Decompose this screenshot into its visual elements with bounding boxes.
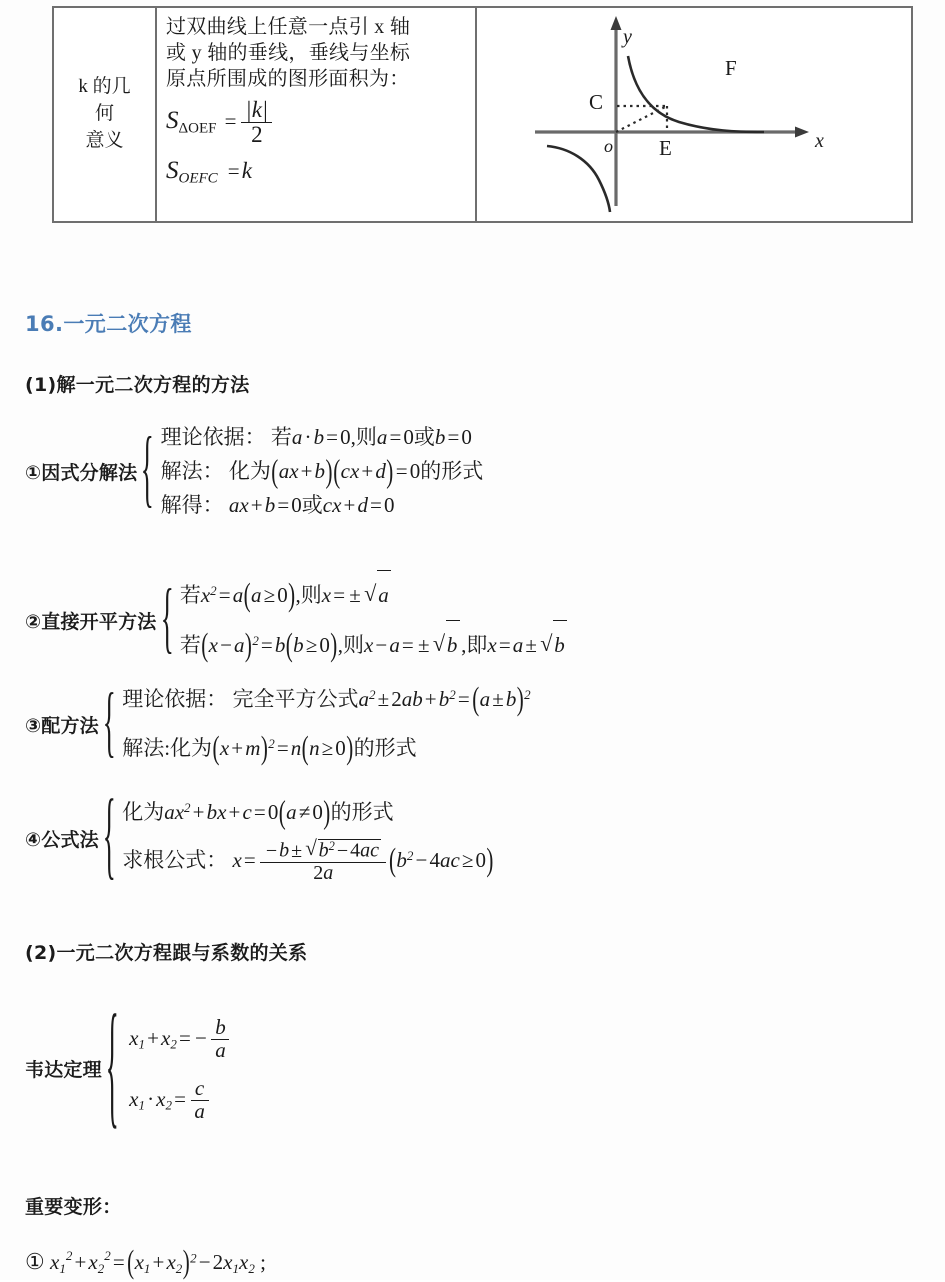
method-quadratic-formula — [25, 783, 494, 891]
formula2-symbol: S — [166, 156, 179, 184]
quadratic-formula-numerator: − b ± √ $b^2 - 4ac$ — [260, 839, 386, 862]
row-label-line-3: 意义 — [85, 129, 124, 151]
brace-icon: { — [141, 422, 155, 517]
vieta-theorem-block — [25, 990, 232, 1143]
method-completing-square — [25, 675, 531, 774]
brace-icon: { — [105, 990, 119, 1143]
k-geometric-meaning-table — [52, 6, 913, 223]
method-factorization-line-2: 解法： 化为(ax+b)(cx+d) =0的形式 — [160, 452, 484, 490]
formula2-rhs: k — [241, 157, 252, 183]
method-quadratic-formula-line-1: 化为$ax^2+bx+c=0(a\ne 0)$的形式 — [122, 793, 394, 831]
table-cell-row-label — [54, 8, 157, 221]
method-factorization-label: ①因式分解法 — [25, 461, 138, 484]
inverse-proportion-hyperbola-graph — [477, 8, 911, 221]
brace-icon: { — [160, 575, 174, 663]
formula1-denominator: 2 — [251, 121, 263, 147]
point-label-f: F — [725, 56, 737, 80]
x-axis-label: x — [815, 130, 824, 152]
point-label-e: E — [659, 136, 672, 160]
y-axis-arrowhead — [611, 16, 622, 30]
description-line-3: 原点所围成的图形面积为： — [166, 68, 410, 90]
brace-icon: { — [102, 679, 116, 767]
vieta-theorem-label: 韦达定理 — [25, 1059, 102, 1082]
important-transforms-heading: 重要变形： — [25, 1196, 122, 1218]
transform-item-1: ① $x_1^2+x_2^2= (x_1+x_2)^2-2x_1x_2$ ; — [25, 1243, 266, 1281]
method-factorization-line-3: 解得： ax+b=0或cx+d=0 — [160, 493, 395, 518]
row-label-line-2: 何 — [94, 103, 114, 125]
circled-1-icon: ① — [25, 1249, 45, 1275]
quadratic-formula-denominator: 2a — [313, 861, 334, 884]
method-quadratic-formula-line-2: 求根公式： x= $\frac{- b \pm √ b^2 - 4ac}{2a}$ $(b^2-4ac\ge 0)$ — [122, 834, 494, 887]
method-square-root-line-2: 若$(x-a)^2=b(b\ge 0)$,则x−a= ± √ b ,即x=a± √ b — [180, 620, 569, 670]
hyperbola-branch-first-quadrant — [628, 56, 764, 132]
formula1-equals: = — [224, 109, 237, 134]
origin-label: o — [604, 136, 613, 156]
method-completing-square-line-1: 理论依据： 完全平方公式$a^2\pm 2ab+b^2= (a\pm b)^2$ — [122, 680, 531, 718]
method-completing-square-line-2: 解法:化为$(x+m)^2=n(n\ge 0)$的形式 — [122, 729, 417, 767]
subsection-2-heading: (2)一元二次方程跟与系数的关系 — [25, 942, 308, 964]
vieta-sum-equation: $x_1+x_2=$ − $\frac{b}{a}$ — [129, 1008, 232, 1069]
description-line-2: 或 y 轴的垂线，垂线与坐标 — [166, 42, 411, 64]
brace-icon: { — [102, 783, 116, 891]
description-line-1: 过双曲线上任意一点引 x 轴 — [166, 16, 411, 38]
row-label-line-1: k 的几 — [78, 76, 131, 98]
formula2-equals: = — [227, 158, 240, 183]
method-square-root-label: ②直接开平方法 — [25, 610, 157, 633]
hyperbola-branch-third-quadrant — [547, 146, 610, 212]
method-quadratic-formula-label: ④公式法 — [25, 828, 99, 851]
y-axis-label: y — [623, 26, 632, 48]
method-completing-square-label: ③配方法 — [25, 714, 99, 737]
section-heading-16: 16.一元二次方程 — [25, 312, 192, 336]
x-axis-arrowhead — [795, 127, 809, 138]
formula1-subscript: ΔOEF — [178, 120, 217, 137]
formula1-symbol: S — [166, 107, 179, 135]
method-square-root-line-1: 若$x^2=a(a\ge 0)$,则x= ± √ a — [180, 570, 569, 620]
method-factorization — [25, 420, 483, 522]
table-cell-graph — [477, 8, 911, 221]
method-factorization-line-1: 理论依据： 若a·b=0,则a=0或b=0 — [160, 425, 472, 449]
area-formula-triangle-oef — [166, 96, 467, 148]
table-cell-description — [157, 8, 477, 221]
area-formula-oefc — [166, 157, 467, 188]
vieta-product-equation: $x_1\cdot x_2=$ $\frac{c}{a}$ — [129, 1069, 232, 1130]
point-label-c: C — [589, 90, 604, 114]
dotted-line-origin-to-point — [616, 106, 667, 132]
method-square-root — [25, 570, 569, 671]
formula2-subscript: OEFC — [178, 170, 218, 187]
formula1-numerator: |k| — [241, 98, 272, 123]
subsection-1-heading: (1)解一元二次方程的方法 — [25, 374, 250, 396]
